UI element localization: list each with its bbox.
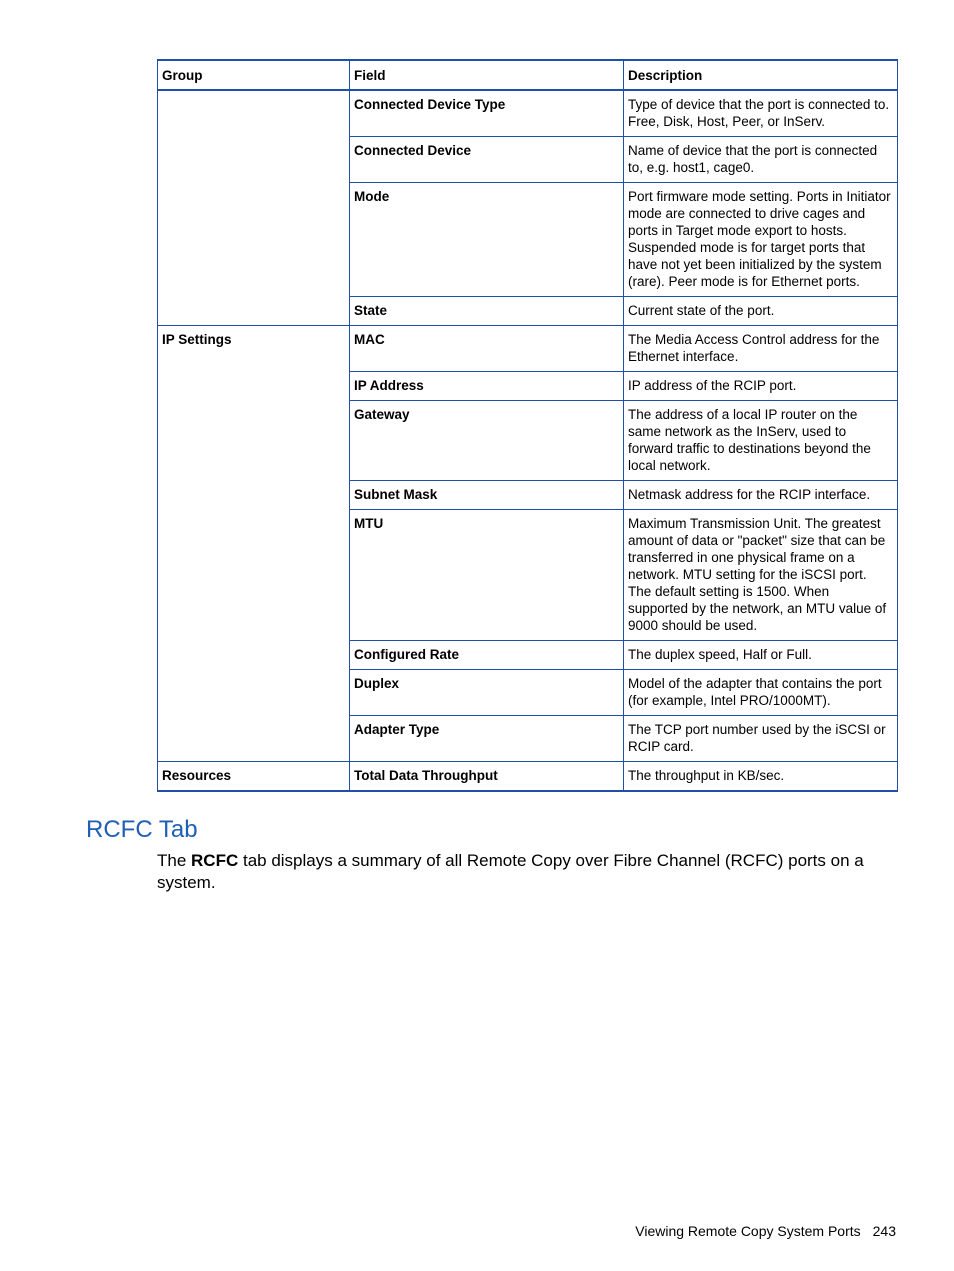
group-cell <box>158 90 350 326</box>
table-header-row <box>158 60 898 90</box>
page-number: 243 <box>872 1223 896 1239</box>
description-cell: Type of device that the port is connected to. Free, Disk, Host, Peer, or InServ. <box>624 90 898 137</box>
group-cell: Resources <box>158 762 350 792</box>
group-cell: IP Settings <box>158 326 350 762</box>
description-cell: Port firmware mode setting. Ports in Initiator mode are connected to drive cages and ports in Target mode export to hosts. Suspended mode is for target ports that have not yet been initialized by the system (rare). Peer mode is for Ethernet ports. <box>624 183 898 297</box>
description-cell: Model of the adapter that contains the port (for example, Intel PRO/1000MT). <box>624 670 898 716</box>
field-cell: MTU <box>350 510 624 641</box>
description-cell: IP address of the RCIP port. <box>624 372 898 401</box>
body-suffix: tab displays a summary of all Remote Copy over Fibre Channel (RCFC) ports on a system. <box>157 851 864 892</box>
field-cell: State <box>350 297 624 326</box>
table-row <box>158 90 898 137</box>
header-field: Field <box>350 60 624 90</box>
description-cell: Netmask address for the RCIP interface. <box>624 481 898 510</box>
page-footer <box>635 1222 896 1240</box>
description-cell: The throughput in KB/sec. <box>624 762 898 792</box>
description-cell: Current state of the port. <box>624 297 898 326</box>
section-body <box>157 850 917 894</box>
description-cell: The Media Access Control address for the Ethernet interface. <box>624 326 898 372</box>
field-cell: Duplex <box>350 670 624 716</box>
field-cell: Total Data Throughput <box>350 762 624 792</box>
field-cell: Subnet Mask <box>350 481 624 510</box>
description-cell: The duplex speed, Half or Full. <box>624 641 898 670</box>
description-cell: The address of a local IP router on the same network as the InServ, used to forward traffic to destinations beyond the local network. <box>624 401 898 481</box>
footer-title: Viewing Remote Copy System Ports <box>635 1223 861 1239</box>
field-cell: Connected Device Type <box>350 90 624 137</box>
field-cell: Adapter Type <box>350 716 624 762</box>
field-cell: Configured Rate <box>350 641 624 670</box>
header-group: Group <box>158 60 350 90</box>
field-cell: Mode <box>350 183 624 297</box>
description-cell: Maximum Transmission Unit. The greatest amount of data or "packet" size that can be transferred in one physical frame on a network. MTU setting for the iSCSI port. The default setting is 1500. When supported by the network, an MTU value of 9000 should be used. <box>624 510 898 641</box>
field-cell: Connected Device <box>350 137 624 183</box>
header-description: Description <box>624 60 898 90</box>
port-fields-table <box>157 59 898 792</box>
section-heading: RCFC Tab <box>86 816 198 843</box>
field-cell: MAC <box>350 326 624 372</box>
field-cell: Gateway <box>350 401 624 481</box>
rcfc-tab-name: RCFC <box>191 851 239 870</box>
table-row <box>158 762 898 792</box>
field-cell: IP Address <box>350 372 624 401</box>
table-row <box>158 326 898 372</box>
reference-table-container <box>157 59 897 792</box>
body-prefix: The <box>157 851 192 870</box>
description-cell: Name of device that the port is connected to, e.g. host1, cage0. <box>624 137 898 183</box>
description-cell: The TCP port number used by the iSCSI or RCIP card. <box>624 716 898 762</box>
